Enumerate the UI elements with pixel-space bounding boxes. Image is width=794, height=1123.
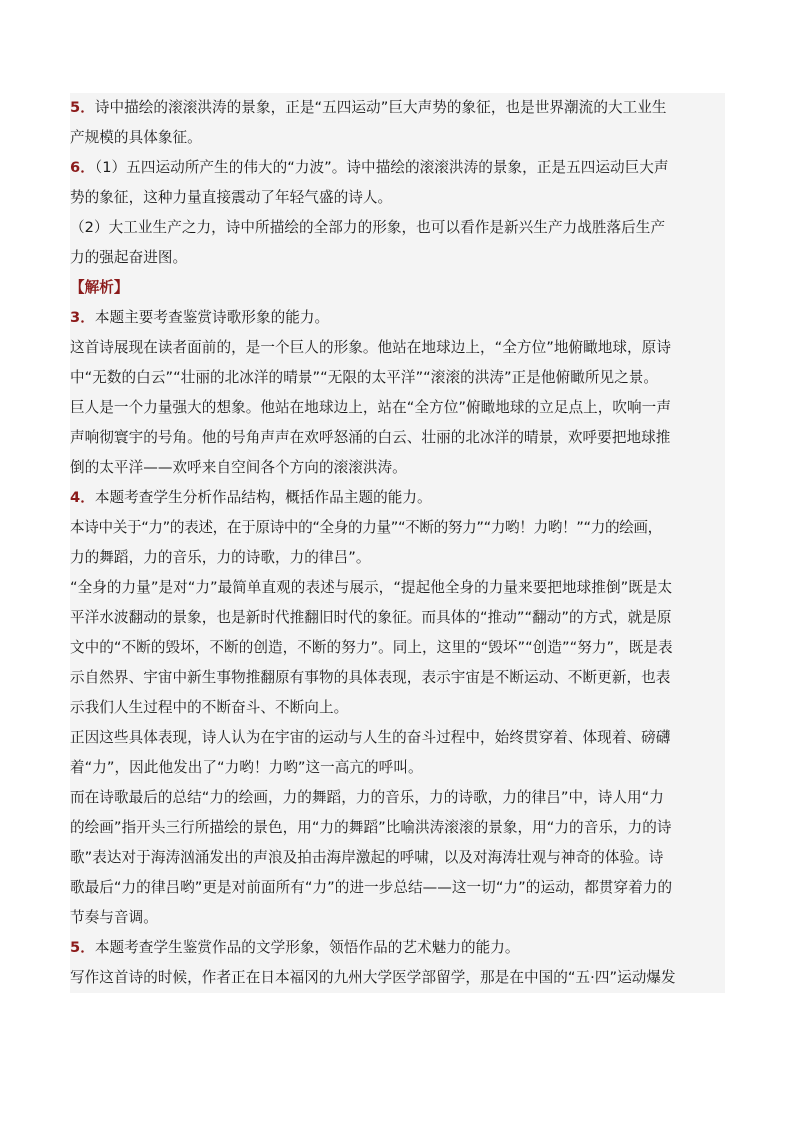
question-number: 3． (70, 309, 95, 326)
answer-text: （1）五四运动所产生的伟大的“力波”。诗中描绘的滚滚洪涛的景象，正是五四运动巨大声 (94, 159, 669, 176)
answer-text: 诗中描绘的滚滚洪涛的景象，正是“五四运动”巨大声势的象征，也是世界潮流的大工业生 (94, 99, 667, 116)
analysis-3-p2-line: 巨人是一个力量强大的想象。他站在地球边上，站在“全方位”俯瞰地球的立足点上，吹响一声 (70, 399, 671, 416)
analysis-4-p2-line: 平洋水波翻动的景象，也是新时代推翻旧时代的象征。而具体的“推动”“翻动”的方式，就是原 (70, 609, 672, 626)
analysis-4-p2-line: “全身的力量”是对“力”最简单直观的表述与展示，“提起他全身的力量来要把地球推倒”既是太 (70, 579, 673, 596)
answer-6-line-2: 势的象征，这种力量直接震动了年轻气盛的诗人。 (70, 189, 393, 206)
analysis-4-p1-line: 力的舞蹈，力的音乐，力的诗歌，力的律吕”。 (70, 549, 371, 566)
question-number: 6． (70, 159, 95, 176)
answer-6-line-4: 力的强起奋进图。 (70, 249, 188, 266)
analysis-4-intro (70, 483, 725, 513)
analysis-4-p2-line: 示自然界、宇宙中新生事物推翻原有事物的具体表现，表示宇宙是不断运动、不断更新，也表 (70, 669, 671, 686)
answer-6-line-1 (70, 153, 725, 183)
answer-6-line-3: （2）大工业生产之力，诗中所描绘的全部力的形象，也可以看作是新兴生产力战胜落后生产 (70, 219, 666, 236)
page-content (70, 93, 725, 993)
analysis-header: 【解析】 (70, 279, 129, 296)
answer-5-line-2: 产规模的具体象征。 (70, 129, 202, 146)
analysis-4-p4-line: 歌”表达对于海涛汹涌发出的声浪及拍击海岸激起的呼啸，以及对海涛壮观与神奇的体验。诗 (70, 849, 664, 866)
analysis-4-p3-line: 正因这些具体表现，诗人认为在宇宙的运动与人生的奋斗过程中，始终贯穿着、体现着、磅礴 (70, 729, 671, 746)
analysis-5-intro (70, 933, 725, 963)
analysis-4-p4-line: 的绘画”指开头三行所描绘的景色，用“力的舞蹈”比喻洪涛滚滚的景象，用“力的音乐，力的诗 (70, 819, 672, 836)
analysis-5-p1-line: 写作这首诗的时候，作者正在日本福冈的九州大学医学部留学，那是在中国的“五·四”运动爆发 (70, 969, 676, 986)
analysis-3-intro (70, 303, 725, 333)
analysis-3-p2-line: 声响彻寰宇的号角。他的号角声声在欢呼怒涌的白云、壮丽的北冰洋的晴景，欢呼要把地球推 (70, 429, 671, 446)
analysis-4-p2-line: 文中的“不断的毁坏，不断的创造，不断的努力”。同上，这里的“毁坏”“创造”“努力”，既是表 (70, 639, 673, 656)
analysis-3-p1-line: 这首诗展现在读者面前的，是一个巨人的形象。他站在地球边上，“全方位”地俯瞰地球，原诗 (70, 339, 671, 356)
analysis-4-p4-line: 而在诗歌最后的总结“力的绘画，力的舞蹈，力的音乐，力的诗歌，力的律吕”中，诗人用“力 (70, 789, 664, 806)
question-number: 5． (70, 939, 95, 956)
question-number: 4． (70, 489, 95, 506)
intro-text: 本题主要考查鉴赏诗歌形象的能力。 (94, 309, 330, 326)
analysis-3-p1-line: 中“无数的白云”“壮丽的北冰洋的晴景”“无限的太平洋”“滚滚的洪涛”正是他俯瞰所见之景。 (70, 369, 659, 386)
intro-text: 本题考查学生鉴赏作品的文学形象，领悟作品的艺术魅力的能力。 (94, 939, 520, 956)
analysis-4-p3-line: 着“力”，因此他发出了“力哟！力哟”这一高亢的呼叫。 (70, 759, 423, 776)
analysis-4-p2-line: 示我们人生过程中的不断奋斗、不断向上。 (70, 699, 349, 716)
answer-5-line-1 (70, 93, 725, 123)
analysis-4-p4-line: 歌最后“力的律吕哟”更是对前面所有“力”的进一步总结——这一切“力”的运动，都贯穿着力的 (70, 879, 673, 896)
analysis-3-p2-line: 倒的太平洋——欢呼来自空间各个方向的滚滚洪涛。 (70, 459, 407, 476)
analysis-4-p1-line: 本诗中关于“力”的表述，在于原诗中的“全身的力量”“不断的努力”“力哟！力哟！”“力的绘画， (70, 519, 662, 536)
analysis-4-p4-line: 节奏与音调。 (70, 909, 158, 926)
question-number: 5． (70, 99, 95, 116)
intro-text: 本题考查学生分析作品结构，概括作品主题的能力。 (94, 489, 432, 506)
